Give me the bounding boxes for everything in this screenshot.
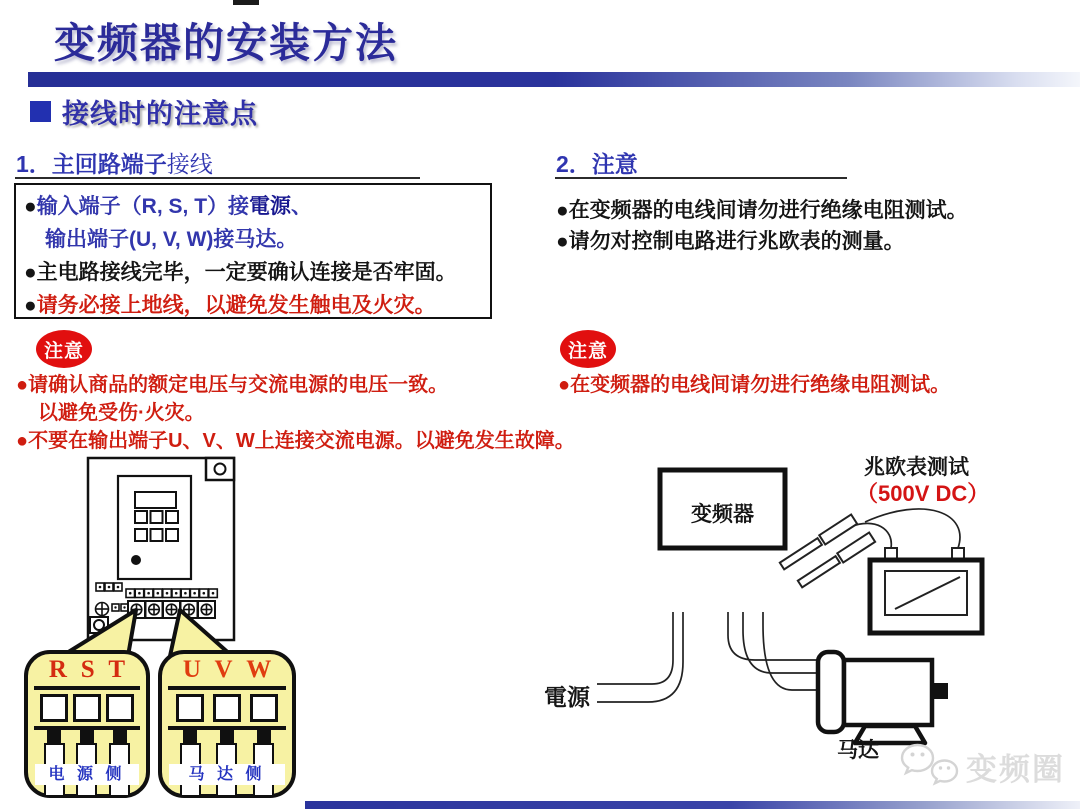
letter-v: V [214, 656, 233, 683]
right-heading-underline [555, 177, 847, 179]
watermark-text: 变频圈 [966, 752, 1065, 787]
power-side-callout [24, 650, 150, 798]
right-heading-strong: 注意 [591, 151, 638, 177]
test-probe [797, 533, 875, 589]
bullet-icon: ● [24, 294, 37, 317]
box-line-1-strong: 電源 [249, 195, 292, 218]
title-gradient-bar [28, 72, 1080, 87]
motor-label: 马达 [837, 739, 879, 762]
megger-meter [870, 548, 982, 633]
right-notes [556, 195, 968, 257]
left-heading-strong: 主回路端子 [51, 151, 167, 177]
inverter-box-label: 变频器 [691, 503, 754, 526]
footer-gradient-bar [305, 801, 1080, 809]
rst-letters [28, 654, 146, 684]
left-warning-1a: ●请确认商品的额定电压与交流电源的电压一致。 [16, 374, 449, 396]
megger-title: 兆欧表测试 [864, 456, 969, 479]
letter-u: U [182, 656, 201, 683]
box-line-2: 输出端子(U, V, W)接马达。 [45, 228, 298, 251]
motor-side-callout [158, 650, 296, 798]
section-bullet-square [30, 101, 51, 122]
box-line-1-text: 输入端子（R, S, T）接 [36, 195, 250, 218]
left-heading [16, 146, 213, 179]
uvw-letters [162, 654, 292, 684]
left-heading-number: 1． [16, 151, 52, 177]
box-line-4-text: 请务必接上地线，以避免发生触电及火灾。 [36, 294, 436, 317]
box-line-1-punct: 、 [291, 195, 313, 218]
right-note-1: ●在变频器的电线间请勿进行绝缘电阻测试。 [556, 199, 968, 222]
letter-t: T [108, 656, 126, 683]
megger-voltage-spec: （500V DC） [856, 481, 990, 506]
box-line-4 [24, 289, 482, 322]
megger-test-drawing [540, 445, 1080, 775]
box-line-3: ●主电路接线完毕，一定要确认连接是否牢固。 [24, 261, 457, 284]
main-wiring-box [14, 183, 492, 319]
left-notice-badge: 注意 [36, 330, 92, 368]
plug-row [162, 730, 292, 795]
right-notice-badge: 注意 [560, 330, 616, 368]
left-heading-underline [15, 177, 420, 179]
left-warning-1b: 以避免受伤·火灾。 [38, 402, 205, 424]
left-warnings [16, 371, 575, 455]
section-title: 接线时的注意点 [62, 99, 258, 129]
letter-w: W [246, 656, 272, 683]
right-heading-number: 2． [556, 151, 592, 177]
motor-side-label: 马 达 侧 [169, 764, 285, 785]
terminal-squares [162, 690, 292, 724]
power-source-label: 電源 [544, 684, 590, 710]
plug-row [28, 730, 146, 795]
page-title: 变频器的安装方法 [54, 20, 398, 66]
right-note-2: ●请勿对控制电路进行兆欧表的测量。 [556, 230, 905, 253]
left-warning-2: ●不要在输出端子U、V、W上连接交流电源。以避免发生故障。 [16, 430, 575, 452]
top-edge-artifact [233, 0, 259, 5]
letter-s: S [80, 656, 95, 683]
box-line-1 [24, 190, 482, 223]
letter-r: R [48, 656, 67, 683]
wechat-chat-bubbles-icon [900, 742, 960, 788]
motor-drawing [818, 652, 948, 743]
bullet-icon: ● [24, 195, 37, 218]
power-side-label: 电 源 侧 [35, 764, 139, 785]
terminal-squares [28, 690, 146, 724]
right-heading [556, 146, 638, 179]
right-warning: ●在变频器的电线间请勿进行绝缘电阻测试。 [558, 374, 951, 396]
left-heading-rest: 接线 [166, 151, 213, 177]
